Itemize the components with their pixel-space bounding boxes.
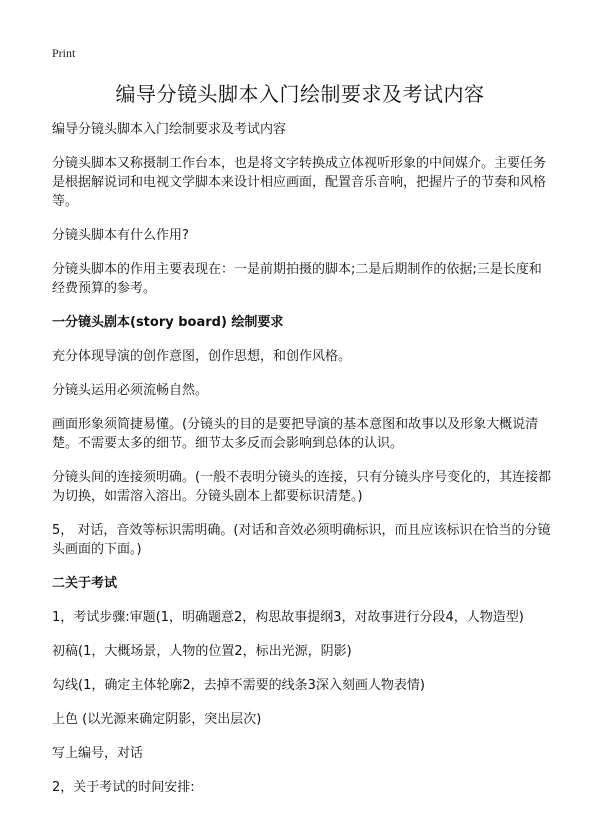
- body-paragraph: 充分体现导演的创作意图，创作思想，和创作风格。: [52, 349, 352, 364]
- body-paragraph: 上色 (以光源来确定阴影，突出层次): [52, 712, 262, 727]
- document-body: [52, 120, 552, 812]
- body-paragraph: 初稿(1，大概场景，人物的位置2，标出光源，阴影): [52, 644, 352, 659]
- body-paragraph: 分镜头脚本有什么作用?: [52, 228, 189, 243]
- body-paragraph: 1，考试步骤:审题(1，明确题意2，构思故事提纲3，对故事进行分段4，人物造型): [52, 610, 524, 625]
- section-heading: 一分镜头剧本(story board) 绘制要求: [52, 315, 284, 330]
- body-paragraph: 勾线(1，确定主体轮廓2，去掉不需要的线条3深入刻画人物表情): [52, 678, 425, 693]
- body-paragraph: 写上编号，对话: [52, 746, 144, 761]
- body-paragraph: 2，关于考试的时间安排:: [52, 780, 195, 795]
- body-paragraph: 画面形象须简捷易懂。(分镜头的目的是要把导演的基本意图和故事以及形象大概说清楚。不需要太多的细节。细节太多反而会影响到总体的认识。: [52, 417, 539, 451]
- print-link[interactable]: Print: [52, 46, 76, 60]
- body-paragraph: 分镜头脚本又称摄制工作台本，也是将文字转换成立体视听形象的中间媒介。主要任务是根据解说词和电视文学脚本来设计相应画面，配置音乐音响，把握片子的节奏和风格等。: [52, 156, 547, 209]
- section-heading: 二关于考试: [52, 576, 118, 591]
- body-paragraph: 5， 对话，音效等标识需明确。(对话和音效必须明确标识，而且应该标识在恰当的分镜头画面的下面。): [52, 523, 551, 557]
- body-paragraph: 分镜头脚本的作用主要表现在：一是前期拍摄的脚本;二是后期制作的依据;三是长度和经费预算的参考。: [52, 262, 542, 296]
- page-title: 编导分镜头脚本入门绘制要求及考试内容: [115, 82, 485, 106]
- body-paragraph: 分镜头间的连接须明确。(一般不表明分镜头的连接，只有分镜头序号变化的，其连接都为切换，如需溶入溶出。分镜头剧本上都要标识清楚。): [52, 470, 552, 504]
- body-paragraph: 分镜头运用必须流畅自然。: [52, 383, 209, 398]
- body-paragraph: 编导分镜头脚本入门绘制要求及考试内容: [52, 122, 287, 137]
